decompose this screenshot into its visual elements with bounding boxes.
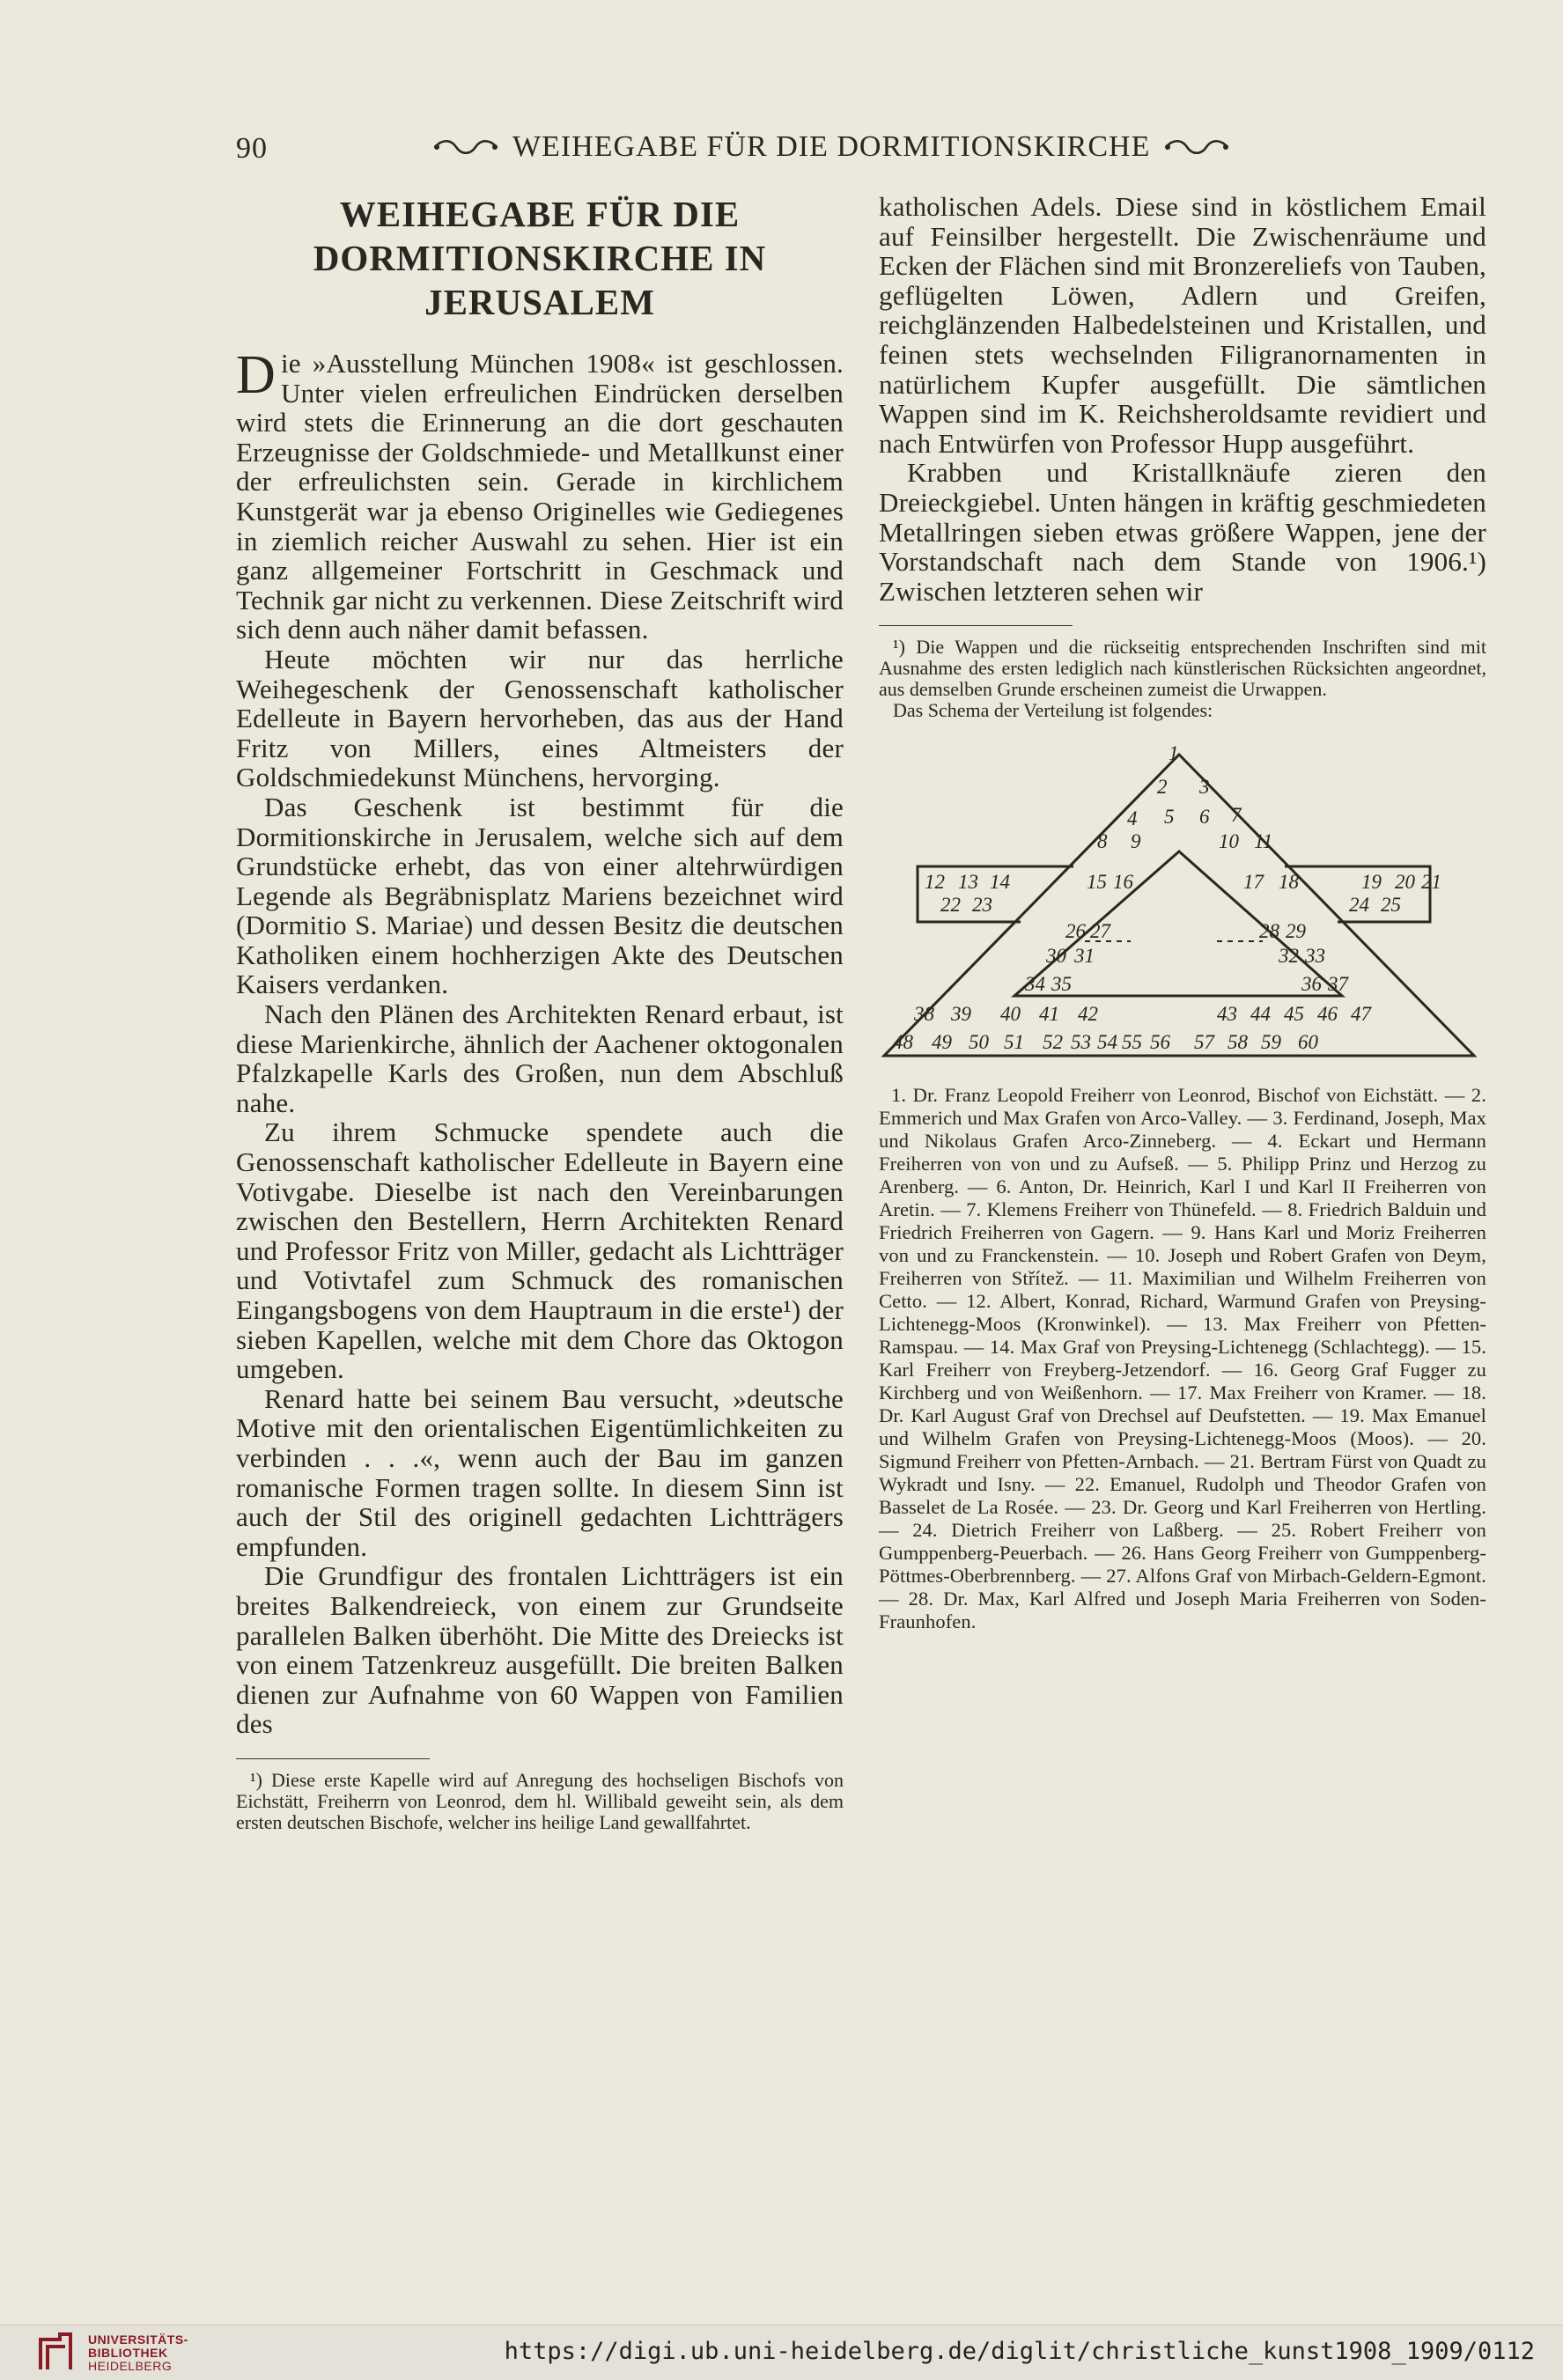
paragraph-right-2: Krabben und Kristallknäufe zieren den Dreieckgiebel. Unten hängen in kräftig geschmiedeten Metallringen sieben etwas größere Wappen, jene der Vorstandschaft nach dem Stande von 1906.¹) Zwischen letzteren sehen wir: [879, 457, 1486, 607]
schema-number-11: 11: [1254, 830, 1273, 853]
permalink-url[interactable]: https://digi.ub.uni-heidelberg.de/diglit/christliche_kunst1908_1909/0112: [504, 2338, 1535, 2365]
paragraph-5: Zu ihrem Schmucke spendete auch die Genossenschaft katholischer Edelleute in Bayern eine Votivgabe. Dieselbe ist nach den Vereinbarungen zwischen den Bestellern, Herrn Architekten Renard und Professor Fritz von Miller, gedacht als Lichtträger und Votivtafel zum Schmuck des romanischen Eingangsbogens von dem Hauptraum in die erste¹) der sieben Kapellen, welche mit dem Chore das Oktogon umgeben.: [236, 1116, 844, 1385]
schema-number-18: 18: [1279, 871, 1299, 894]
university-library-logo-icon[interactable]: [33, 2331, 77, 2375]
schema-number-36: 36: [1301, 973, 1322, 996]
ornament-right-icon: [1162, 137, 1231, 157]
schema-number-58: 58: [1228, 1031, 1248, 1054]
library-line-3: HEIDELBERG: [88, 2359, 173, 2373]
schema-number-44: 44: [1250, 1003, 1271, 1026]
schema-number-8: 8: [1097, 830, 1108, 853]
schema-number-15: 15: [1087, 871, 1107, 894]
schema-number-47: 47: [1351, 1003, 1371, 1026]
schema-number-49: 49: [932, 1031, 952, 1054]
schema-number-40: 40: [1000, 1003, 1021, 1026]
library-name[interactable]: [88, 2333, 188, 2373]
schema-number-60: 60: [1298, 1031, 1318, 1054]
schema-number-13: 13: [958, 871, 978, 894]
schema-number-6: 6: [1199, 806, 1210, 829]
article-title: WEIHEGABE FÜR DIE DORMITIONSKIRCHE IN JERUSALEM: [313, 194, 767, 322]
schema-number-1: 1: [1169, 742, 1179, 765]
schema-number-50: 50: [969, 1031, 989, 1054]
footer-bar: [0, 2325, 1563, 2380]
paragraph-7: Die Grundfigur des frontalen Lichtträgers ist ein breites Balkendreieck, von einem zur Grundseite parallelen Balken überhöht. Die Mitte des Dreiecks ist von einem Tatzenkreuz ausgefüllt. Die breiten Balken dienen zur Aufnahme von 60 Wappen von Familien des: [236, 1560, 844, 1740]
footnote-rule-right: [879, 625, 1073, 626]
footnote-right: ¹) Die Wappen und die rückseitig entsprechenden Inschriften sind mit Ausnahme des ersten lediglich nach künstlerischen Rücksichten angeordnet, aus demselben Grunde erscheinen zumeist die Urwappen.: [879, 636, 1486, 701]
paragraph-3: Das Geschenk ist bestimmt für die Dormitionskirche in Jerusalem, welche sich auf dem Grundstücke erhebt, das von einer altehrwürdigen Legende als Begräbnisplatz Mariens bezeichnet wird (Dormitio S. Mariae) und dessen Besitz die deutschen Katholiken einem hochherzigen Akte des Deutschen Kaisers verdanken.: [236, 791, 844, 1000]
schema-number-21: 21: [1421, 871, 1441, 894]
ornament-left-icon: [431, 137, 500, 157]
schema-number-45: 45: [1284, 1003, 1304, 1026]
schema-number-37: 37: [1328, 973, 1348, 996]
schema-number-41: 41: [1039, 1003, 1059, 1026]
library-line-1: UNIVERSITÄTS-: [88, 2332, 188, 2347]
schema-number-23: 23: [972, 894, 992, 917]
schema-number-9: 9: [1131, 830, 1141, 853]
schema-number-27: 27: [1090, 920, 1110, 943]
paragraph-4: Nach den Plänen des Architekten Renard erbaut, ist diese Marienkirche, ähnlich der Aachener oktogonalen Pfalzkapelle Karls des Großen, nun dem Abschluß nahe.: [236, 998, 844, 1118]
family-list: 1. Dr. Franz Leopold Freiherr von Leonrod, Bischof von Eichstätt. — 2. Emmerich und Max Grafen von Arco-Valley. — 3. Ferdinand, Joseph, Max und Nikolaus Grafen Arco-Zinneberg. — 4. Eckart und Hermann Freiherren von von und zu Aufseß. — 5. Philipp Prinz und Herzog zu Arenberg. — 6. Anton, Dr. Heinrich, Karl I und Karl II Freiherren von Aretin. — 7. Klemens Freiherr von Thünefeld. — 8. Friedrich Balduin und Friedrich Freiherren von Gagern. — 9. Hans Karl und Moriz Freiherren von und zu Franckenstein. — 10. Joseph und Robert Grafen von Deym, Freiherren von Střítež. — 11. Maximilian und Wilhelm Freiherren von Cetto. — 12. Albert, Konrad, Richard, Warmund Grafen von Preysing-Lichtenegg-Moos (Kronwinkel). — 13. Max Freiherr von Pfetten-Ramspau. — 14. Max Graf von Preysing-Lichtenegg (Schlachtegg). — 15. Karl Freiherr von Freyberg-Jetzendorf. — 16. Georg Graf Fugger zu Kirchberg und von Weißenhorn. — 17. Max Freiherr von Kramer. — 18. Dr. Karl August Graf von Drechsel auf Deufstetten. — 19. Max Emanuel und Wilhelm Grafen von Preysing-Lichtenegg-Moos (Moos). — 20. Sigmund Freiherr von Pfetten-Arnbach. — 21. Bertram Fürst von Quadt zu Wykradt und Isny. — 22. Emanuel, Rudolph und Theodor Grafen von Basselet de La Rosée. — 23. Dr. Georg und Karl Freiherren von Hertling. — 24. Dietrich Freiherr von Laßberg. — 25. Robert Freiherr von Gumppenberg-Peuerbach. — 26. Hans Georg Freiherr von Gumppenberg-Pöttmes-Oberbrennberg. — 27. Alfons Graf von Mirbach-Geldern-Egmont. — 28. Dr. Max, Karl Alfred und Joseph Maria Freiherren von Soden-Fraunhofen.: [879, 1084, 1486, 1633]
footnote-left: ¹) Diese erste Kapelle wird auf Anregung des hochseligen Bischofs von Eichstätt, Freiherrn von Leonrod, dem hl. Willibald geweiht sein, als dem ersten deutschen Bischofe, welcher ins heilige Land gewallfahrtet.: [236, 1768, 844, 1833]
schema-number-42: 42: [1078, 1003, 1098, 1026]
schema-number-57: 57: [1194, 1031, 1214, 1054]
schema-number-38: 38: [914, 1003, 934, 1026]
page-number: 90: [236, 132, 268, 165]
schema-number-16: 16: [1113, 871, 1133, 894]
schema-number-52: 52: [1043, 1031, 1063, 1054]
schema-number-55: 55: [1122, 1031, 1142, 1054]
schema-number-35: 35: [1051, 973, 1072, 996]
schema-number-19: 19: [1361, 871, 1382, 894]
schema-number-24: 24: [1349, 894, 1369, 917]
schema-number-43: 43: [1217, 1003, 1237, 1026]
schema-number-29: 29: [1286, 920, 1306, 943]
running-header: [431, 130, 1286, 164]
schema-number-30: 30: [1046, 945, 1066, 968]
schema-number-32: 32: [1279, 945, 1299, 968]
schema-number-54: 54: [1097, 1031, 1117, 1054]
schema-number-53: 53: [1071, 1031, 1091, 1054]
schema-number-34: 34: [1025, 973, 1045, 996]
coat-of-arms-schema-diagram: [866, 730, 1483, 1065]
schema-number-28: 28: [1259, 920, 1279, 943]
right-column: [879, 192, 1486, 1633]
schema-number-48: 48: [893, 1031, 913, 1054]
schema-number-14: 14: [990, 871, 1010, 894]
schema-number-46: 46: [1317, 1003, 1338, 1026]
schema-number-39: 39: [951, 1003, 971, 1026]
schema-number-10: 10: [1219, 830, 1239, 853]
schema-number-31: 31: [1074, 945, 1095, 968]
schema-number-59: 59: [1261, 1031, 1281, 1054]
schema-number-20: 20: [1395, 871, 1415, 894]
schema-number-56: 56: [1150, 1031, 1170, 1054]
left-column: [236, 192, 844, 1833]
schema-number-4: 4: [1127, 807, 1138, 830]
library-line-2: BIBLIOTHEK: [88, 2346, 168, 2360]
schema-number-12: 12: [925, 871, 945, 894]
running-title: WEIHEGABE FÜR DIE DORMITIONSKIRCHE: [512, 130, 1151, 163]
paragraph-right-1: katholischen Adels. Diese sind in köstlichem Email auf Feinsilber hergestellt. Die Zwischenräume und Ecken der Flächen sind mit Bronzereliefs von Tauben, geflügelten Löwen, Adlern und Greifen, reichglänzenden Halbedelsteinen und Kristallen, und feinen stets wechselnden Filigranornamenten in natürlichem Kupfer ausgefüllt. Die sämtlichen Wappen sind im K. Reichsheroldsamte revidiert und nach Entwürfen von Professor Hupp ausgeführt.: [879, 191, 1486, 459]
schema-number-25: 25: [1381, 894, 1401, 917]
paragraph-1-text: ie »Ausstellung München 1908« ist geschlossen. Unter vielen erfreulichen Eindrücken derselben wird stets die Erinnerung an die dort geschauten Erzeugnisse der Goldschmiede- und Metallkunst einer der erfreulichsten sein. Gerade in kirchlichem Kunstgerät war ja ebenso Originelles wie Gediegenes in ziemlich reicher Auswahl zu sehen. Hier ist ein ganz allgemeiner Fortschritt in Geschmack und Technik gar nicht zu verkennen. Diese Zeitschrift wird sich denn auch näher damit befassen.: [236, 348, 844, 645]
schema-number-33: 33: [1305, 945, 1325, 968]
paragraph-1: [236, 345, 844, 645]
schema-number-22: 22: [940, 894, 961, 917]
paragraph-6: Renard hatte bei seinem Bau versucht, »deutsche Motive mit den orientalischen Eigentümlichkeiten zu verbinden . . .«, wenn auch der Bau im ganzen romanische Formen tragen sollte. In diesem Sinn ist auch der Stil des originell gedachten Lichtträgers empfunden.: [236, 1382, 844, 1562]
schema-number-51: 51: [1004, 1031, 1024, 1054]
paragraph-2: Heute möchten wir nur das herrliche Weihegeschenk der Genossenschaft katholischer Edelleute in Bayern hervorheben, das aus der Hand Fritz von Millers, eines Altmeisters der Goldschmiedekunst Münchens, hervorging.: [236, 643, 844, 793]
schema-intro: Das Schema der Verteilung ist folgendes:: [893, 699, 1213, 722]
schema-number-3: 3: [1199, 776, 1210, 799]
schema-number-26: 26: [1065, 920, 1086, 943]
drop-cap: D: [236, 345, 276, 405]
schema-number-17: 17: [1243, 871, 1264, 894]
footnote-rule: [236, 1758, 430, 1759]
schema-number-7: 7: [1231, 804, 1242, 827]
schema-number-2: 2: [1157, 776, 1168, 799]
schema-number-5: 5: [1164, 806, 1175, 829]
